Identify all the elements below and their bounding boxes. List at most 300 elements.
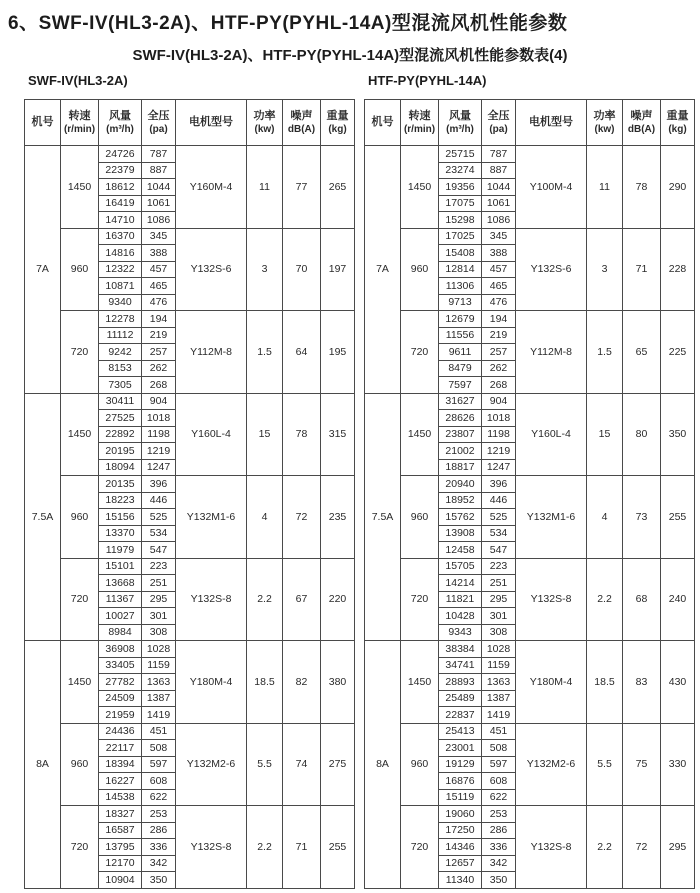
airflow-cell: 22837: [439, 707, 482, 724]
pressure-cell: 451: [142, 723, 176, 740]
pressure-cell: 1247: [482, 459, 516, 476]
airflow-cell: 38384: [439, 641, 482, 658]
weight-cell: 220: [321, 558, 355, 641]
power-column-header: 功率 (kw): [247, 100, 283, 146]
table-row: [25, 311, 355, 328]
airflow-cell: 16227: [99, 773, 142, 790]
pressure-cell: 476: [142, 294, 176, 311]
pressure-cell: 534: [142, 525, 176, 542]
table-row: [25, 146, 355, 163]
airflow-cell: 11556: [439, 327, 482, 344]
airflow-cell: 23274: [439, 162, 482, 179]
airflow-cell: 12170: [99, 855, 142, 872]
airflow-cell: 31627: [439, 393, 482, 410]
speed-cell: 1450: [401, 146, 439, 229]
pressure-cell: 350: [142, 872, 176, 889]
noise-cell: 70: [283, 228, 321, 311]
airflow-cell: 27525: [99, 410, 142, 427]
pressure-cell: 1028: [142, 641, 176, 658]
pressure-cell: 446: [482, 492, 516, 509]
airflow-cell: 24436: [99, 723, 142, 740]
pressure-cell: 336: [482, 839, 516, 856]
airflow-cell: 10428: [439, 608, 482, 625]
airflow-cell: 8479: [439, 360, 482, 377]
table-row: [365, 476, 695, 493]
airflow-cell: 19129: [439, 756, 482, 773]
pressure-cell: 1419: [482, 707, 516, 724]
speed-cell: 1450: [61, 146, 99, 229]
power-cell: 3: [247, 228, 283, 311]
pressure-cell: 194: [142, 311, 176, 328]
table-row: [25, 806, 355, 823]
airflow-cell: 22892: [99, 426, 142, 443]
speed-cell: 720: [61, 311, 99, 394]
motor-column-header: 电机型号: [516, 100, 587, 146]
table-row: [25, 723, 355, 740]
pressure-cell: 345: [482, 228, 516, 245]
airflow-cell: 10904: [99, 872, 142, 889]
airflow-cell: 14710: [99, 212, 142, 229]
pressure-cell: 396: [142, 476, 176, 493]
airflow-cell: 14346: [439, 839, 482, 856]
noise-cell: 71: [283, 806, 321, 889]
airflow-cell: 14538: [99, 789, 142, 806]
motor-model-cell: Y180M-4: [176, 641, 247, 724]
power-cell: 2.2: [587, 558, 623, 641]
pressure-cell: 388: [142, 245, 176, 262]
speed-cell: 960: [401, 723, 439, 806]
motor-model-cell: Y132S-8: [516, 558, 587, 641]
weight-cell: 235: [321, 476, 355, 559]
pressure-cell: 257: [142, 344, 176, 361]
speed-column-header: 转速 (r/min): [61, 100, 99, 146]
pressure-cell: 1419: [142, 707, 176, 724]
fan-model-cell: 7A: [365, 146, 401, 394]
power-cell: 11: [587, 146, 623, 229]
airflow-cell: 18952: [439, 492, 482, 509]
pressure-cell: 1061: [482, 195, 516, 212]
noise-cell: 80: [623, 393, 661, 476]
pressure-cell: 457: [482, 261, 516, 278]
airflow-cell: 27782: [99, 674, 142, 691]
airflow-cell: 12278: [99, 311, 142, 328]
speed-cell: 960: [401, 228, 439, 311]
pressure-cell: 336: [142, 839, 176, 856]
weight-cell: 380: [321, 641, 355, 724]
motor-model-cell: Y132S-8: [176, 558, 247, 641]
airflow-cell: 17025: [439, 228, 482, 245]
airflow-cell: 14214: [439, 575, 482, 592]
weight-cell: 255: [321, 806, 355, 889]
airflow-cell: 11306: [439, 278, 482, 295]
tables-container: [0, 71, 700, 889]
power-cell: 15: [247, 393, 283, 476]
airflow-cell: 10871: [99, 278, 142, 295]
airflow-column-header: 风量 (m³/h): [439, 100, 482, 146]
noise-cell: 67: [283, 558, 321, 641]
pressure-cell: 1198: [142, 426, 176, 443]
airflow-cell: 16587: [99, 822, 142, 839]
power-column-header: 功率 (kw): [587, 100, 623, 146]
table-label-swf: SWF-IV(HL3-2A): [28, 73, 128, 88]
motor-model-cell: Y132M1-6: [176, 476, 247, 559]
airflow-cell: 22117: [99, 740, 142, 757]
power-cell: 11: [247, 146, 283, 229]
airflow-cell: 33405: [99, 657, 142, 674]
power-cell: 4: [587, 476, 623, 559]
power-cell: 5.5: [247, 723, 283, 806]
pressure-cell: 1219: [142, 443, 176, 460]
weight-cell: 265: [321, 146, 355, 229]
airflow-cell: 17250: [439, 822, 482, 839]
pressure-cell: 446: [142, 492, 176, 509]
airflow-cell: 16370: [99, 228, 142, 245]
noise-cell: 71: [623, 228, 661, 311]
pressure-cell: 597: [142, 756, 176, 773]
pressure-cell: 1044: [482, 179, 516, 196]
airflow-cell: 21959: [99, 707, 142, 724]
pressure-cell: 251: [482, 575, 516, 592]
airflow-cell: 25715: [439, 146, 482, 163]
motor-model-cell: Y132M2-6: [516, 723, 587, 806]
pressure-cell: 1044: [142, 179, 176, 196]
airflow-cell: 28893: [439, 674, 482, 691]
airflow-cell: 18094: [99, 459, 142, 476]
pressure-column-header: 全压 (pa): [482, 100, 516, 146]
airflow-cell: 19060: [439, 806, 482, 823]
pressure-cell: 1061: [142, 195, 176, 212]
pressure-cell: 350: [482, 872, 516, 889]
pressure-cell: 1219: [482, 443, 516, 460]
speed-cell: 720: [61, 558, 99, 641]
speed-column-header: 转速 (r/min): [401, 100, 439, 146]
fan-model-cell: 7A: [25, 146, 61, 394]
fan-model-cell: 8A: [25, 641, 61, 889]
airflow-cell: 7305: [99, 377, 142, 394]
airflow-cell: 17075: [439, 195, 482, 212]
airflow-cell: 13795: [99, 839, 142, 856]
weight-cell: 330: [661, 723, 695, 806]
pressure-cell: 1086: [482, 212, 516, 229]
pressure-cell: 301: [482, 608, 516, 625]
table-row: [25, 558, 355, 575]
table-row: [365, 228, 695, 245]
weight-cell: 197: [321, 228, 355, 311]
airflow-cell: 22379: [99, 162, 142, 179]
weight-cell: 315: [321, 393, 355, 476]
pressure-cell: 223: [482, 558, 516, 575]
pressure-cell: 268: [482, 377, 516, 394]
pressure-cell: 904: [482, 393, 516, 410]
power-cell: 3: [587, 228, 623, 311]
pressure-cell: 1086: [142, 212, 176, 229]
airflow-cell: 20195: [99, 443, 142, 460]
pressure-cell: 342: [142, 855, 176, 872]
power-cell: 18.5: [247, 641, 283, 724]
motor-model-cell: Y112M-8: [176, 311, 247, 394]
pressure-cell: 253: [482, 806, 516, 823]
weight-cell: 240: [661, 558, 695, 641]
weight-cell: 255: [661, 476, 695, 559]
pressure-cell: 301: [142, 608, 176, 625]
airflow-cell: 8153: [99, 360, 142, 377]
table-label-htf: HTF-PY(PYHL-14A): [368, 73, 487, 88]
page-title: 6、SWF-IV(HL3-2A)、HTF-PY(PYHL-14A)型混流风机性能参数: [8, 13, 568, 34]
page-subtitle: SWF-IV(HL3-2A)、HTF-PY(PYHL-14A)型混流风机性能参数表(4): [132, 47, 568, 64]
speed-cell: 960: [61, 228, 99, 311]
pressure-column-header: 全压 (pa): [142, 100, 176, 146]
pressure-cell: 1018: [482, 410, 516, 427]
pressure-cell: 1028: [482, 641, 516, 658]
airflow-cell: 12814: [439, 261, 482, 278]
airflow-cell: 12458: [439, 542, 482, 559]
power-cell: 5.5: [587, 723, 623, 806]
pressure-cell: 904: [142, 393, 176, 410]
motor-model-cell: Y160L-4: [516, 393, 587, 476]
pressure-cell: 476: [482, 294, 516, 311]
fan-model-cell: 7.5A: [25, 393, 61, 641]
airflow-cell: 15762: [439, 509, 482, 526]
pressure-cell: 1387: [482, 690, 516, 707]
airflow-cell: 15101: [99, 558, 142, 575]
table-row: [365, 393, 695, 410]
motor-model-cell: Y132M2-6: [176, 723, 247, 806]
noise-cell: 65: [623, 311, 661, 394]
power-cell: 18.5: [587, 641, 623, 724]
speed-cell: 960: [401, 476, 439, 559]
speed-cell: 960: [61, 476, 99, 559]
table-row: [365, 146, 695, 163]
pressure-cell: 219: [142, 327, 176, 344]
airflow-cell: 13668: [99, 575, 142, 592]
airflow-cell: 14816: [99, 245, 142, 262]
pressure-cell: 534: [482, 525, 516, 542]
pressure-cell: 457: [142, 261, 176, 278]
pressure-cell: 1363: [482, 674, 516, 691]
pressure-cell: 1018: [142, 410, 176, 427]
airflow-cell: 12322: [99, 261, 142, 278]
airflow-cell: 13908: [439, 525, 482, 542]
pressure-cell: 308: [142, 624, 176, 641]
pressure-cell: 1198: [482, 426, 516, 443]
pressure-cell: 887: [482, 162, 516, 179]
airflow-cell: 18223: [99, 492, 142, 509]
airflow-cell: 18817: [439, 459, 482, 476]
speed-cell: 1450: [61, 393, 99, 476]
noise-cell: 75: [623, 723, 661, 806]
motor-model-cell: Y132M1-6: [516, 476, 587, 559]
pressure-cell: 253: [142, 806, 176, 823]
airflow-cell: 12657: [439, 855, 482, 872]
power-cell: 2.2: [247, 558, 283, 641]
airflow-cell: 20135: [99, 476, 142, 493]
pressure-cell: 608: [482, 773, 516, 790]
airflow-cell: 9713: [439, 294, 482, 311]
pressure-cell: 262: [142, 360, 176, 377]
speed-cell: 1450: [401, 641, 439, 724]
motor-model-cell: Y132S-8: [176, 806, 247, 889]
airflow-cell: 18327: [99, 806, 142, 823]
airflow-cell: 34741: [439, 657, 482, 674]
airflow-column-header: 风量 (m³/h): [99, 100, 142, 146]
airflow-cell: 11367: [99, 591, 142, 608]
airflow-cell: 11979: [99, 542, 142, 559]
airflow-cell: 11112: [99, 327, 142, 344]
noise-cell: 68: [623, 558, 661, 641]
speed-cell: 720: [401, 311, 439, 394]
airflow-cell: 9242: [99, 344, 142, 361]
airflow-cell: 15156: [99, 509, 142, 526]
airflow-cell: 15119: [439, 789, 482, 806]
pressure-cell: 194: [482, 311, 516, 328]
table-row: [25, 641, 355, 658]
table-row: [25, 393, 355, 410]
airflow-cell: 28626: [439, 410, 482, 427]
pressure-cell: 622: [482, 789, 516, 806]
weight-cell: 295: [661, 806, 695, 889]
airflow-cell: 25489: [439, 690, 482, 707]
motor-column-header: 电机型号: [176, 100, 247, 146]
noise-cell: 78: [623, 146, 661, 229]
airflow-cell: 7597: [439, 377, 482, 394]
pressure-cell: 286: [142, 822, 176, 839]
motor-model-cell: Y180M-4: [516, 641, 587, 724]
pressure-cell: 262: [482, 360, 516, 377]
motor-model-cell: Y160L-4: [176, 393, 247, 476]
airflow-cell: 19356: [439, 179, 482, 196]
airflow-cell: 23001: [439, 740, 482, 757]
speed-cell: 720: [61, 806, 99, 889]
noise-cell: 74: [283, 723, 321, 806]
noise-cell: 72: [623, 806, 661, 889]
airflow-cell: 24726: [99, 146, 142, 163]
pressure-cell: 1159: [142, 657, 176, 674]
weight-cell: 225: [661, 311, 695, 394]
power-cell: 2.2: [587, 806, 623, 889]
speed-cell: 720: [401, 558, 439, 641]
power-cell: 15: [587, 393, 623, 476]
motor-model-cell: Y132S-6: [516, 228, 587, 311]
table-row: [25, 476, 355, 493]
pressure-cell: 223: [142, 558, 176, 575]
weight-cell: 228: [661, 228, 695, 311]
airflow-cell: 11821: [439, 591, 482, 608]
airflow-cell: 18394: [99, 756, 142, 773]
pressure-cell: 388: [482, 245, 516, 262]
noise-cell: 83: [623, 641, 661, 724]
pressure-cell: 295: [482, 591, 516, 608]
airflow-cell: 21002: [439, 443, 482, 460]
airflow-cell: 20940: [439, 476, 482, 493]
power-cell: 1.5: [247, 311, 283, 394]
airflow-cell: 10027: [99, 608, 142, 625]
pressure-cell: 465: [142, 278, 176, 295]
noise-cell: 73: [623, 476, 661, 559]
pressure-cell: 345: [142, 228, 176, 245]
motor-model-cell: Y160M-4: [176, 146, 247, 229]
motor-model-cell: Y132S-6: [176, 228, 247, 311]
airflow-cell: 13370: [99, 525, 142, 542]
pressure-cell: 1387: [142, 690, 176, 707]
motor-model-cell: Y112M-8: [516, 311, 587, 394]
speed-cell: 720: [401, 806, 439, 889]
airflow-cell: 9343: [439, 624, 482, 641]
performance-table-htf: [364, 99, 695, 889]
weight-cell: 350: [661, 393, 695, 476]
pressure-cell: 622: [142, 789, 176, 806]
speed-cell: 960: [61, 723, 99, 806]
pressure-cell: 608: [142, 773, 176, 790]
pressure-cell: 1247: [142, 459, 176, 476]
pressure-cell: 887: [142, 162, 176, 179]
table-row: [365, 558, 695, 575]
table-row: [365, 311, 695, 328]
table-row: [365, 641, 695, 658]
table-block-htf: [364, 71, 694, 889]
noise-column-header: 噪声 dB(A): [283, 100, 321, 146]
pressure-cell: 547: [142, 542, 176, 559]
pressure-cell: 508: [142, 740, 176, 757]
weight-column-header: 重量 (kg): [661, 100, 695, 146]
pressure-cell: 465: [482, 278, 516, 295]
pressure-cell: 396: [482, 476, 516, 493]
weight-cell: 290: [661, 146, 695, 229]
speed-cell: 1450: [61, 641, 99, 724]
pressure-cell: 597: [482, 756, 516, 773]
motor-model-cell: Y132S-8: [516, 806, 587, 889]
airflow-cell: 15705: [439, 558, 482, 575]
noise-cell: 77: [283, 146, 321, 229]
model-column-header: 机号: [365, 100, 401, 146]
speed-cell: 1450: [401, 393, 439, 476]
pressure-cell: 308: [482, 624, 516, 641]
pressure-cell: 547: [482, 542, 516, 559]
table-row: [365, 723, 695, 740]
pressure-cell: 787: [482, 146, 516, 163]
airflow-cell: 30411: [99, 393, 142, 410]
airflow-cell: 23807: [439, 426, 482, 443]
table-block-swf: [24, 71, 354, 889]
pressure-cell: 1159: [482, 657, 516, 674]
fan-model-cell: 7.5A: [365, 393, 401, 641]
airflow-cell: 16876: [439, 773, 482, 790]
power-cell: 1.5: [587, 311, 623, 394]
airflow-cell: 9340: [99, 294, 142, 311]
pressure-cell: 342: [482, 855, 516, 872]
power-cell: 4: [247, 476, 283, 559]
weight-cell: 275: [321, 723, 355, 806]
airflow-cell: 9611: [439, 344, 482, 361]
pressure-cell: 257: [482, 344, 516, 361]
airflow-cell: 11340: [439, 872, 482, 889]
noise-cell: 64: [283, 311, 321, 394]
performance-table-swf: [24, 99, 355, 889]
airflow-cell: 8984: [99, 624, 142, 641]
power-cell: 2.2: [247, 806, 283, 889]
airflow-cell: 18612: [99, 179, 142, 196]
pressure-cell: 525: [142, 509, 176, 526]
pressure-cell: 219: [482, 327, 516, 344]
airflow-cell: 25413: [439, 723, 482, 740]
airflow-cell: 15408: [439, 245, 482, 262]
motor-model-cell: Y100M-4: [516, 146, 587, 229]
noise-cell: 82: [283, 641, 321, 724]
pressure-cell: 787: [142, 146, 176, 163]
noise-column-header: 噪声 dB(A): [623, 100, 661, 146]
airflow-cell: 36908: [99, 641, 142, 658]
pressure-cell: 451: [482, 723, 516, 740]
pressure-cell: 286: [482, 822, 516, 839]
